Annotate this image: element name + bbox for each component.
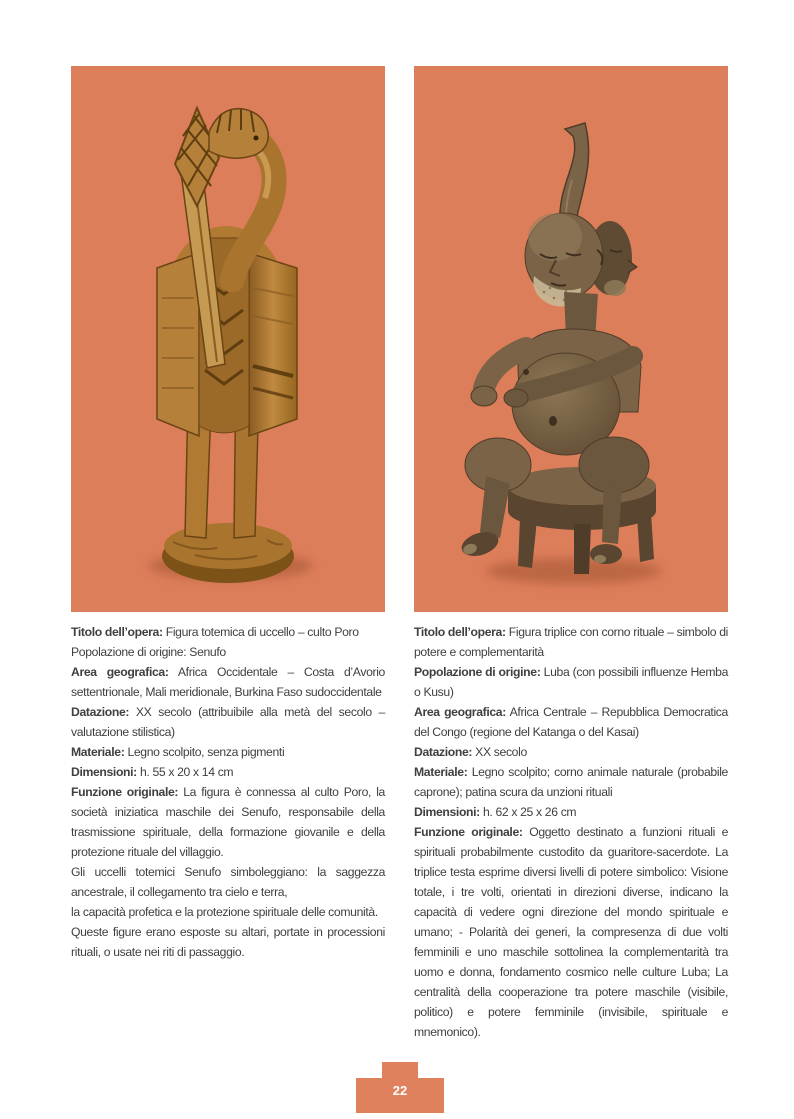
page-number-tab-body (356, 1078, 444, 1113)
field-text: Figura totemica di uccello – culto Poro (165, 625, 359, 639)
field-area-geografica (71, 662, 385, 702)
field-datazione (71, 702, 385, 742)
page-number-tab (356, 1062, 444, 1113)
field-titolo (414, 622, 728, 662)
field-materiale (71, 742, 385, 762)
page-number-tab-nub (382, 1062, 418, 1078)
field-titolo (71, 622, 385, 642)
field-text: Africa Centrale – Repubblica Democratica del Congo (regione del Katanga o del Kasai) (414, 705, 728, 739)
field-text: Queste figure erano esposte su altari, portate in processioni rituali, o usate nei riti di passaggio. (71, 925, 385, 959)
paragraph-note (71, 922, 385, 962)
field-popolazione (71, 642, 385, 662)
description-column-left (71, 622, 385, 962)
field-label: Materiale: (414, 765, 468, 779)
field-label: Area geografica: (71, 665, 169, 679)
field-funzione-originale (71, 782, 385, 862)
field-label: Materiale: (71, 745, 125, 759)
senufo-bird-totem-photo (71, 66, 385, 612)
field-label: Funzione originale: (71, 785, 179, 799)
field-funzione-originale (414, 822, 728, 1042)
field-dimensioni (71, 762, 385, 782)
field-label: Dimensioni: (414, 805, 480, 819)
description-column-right (414, 622, 728, 1042)
field-label: Datazione: (414, 745, 473, 759)
paragraph-note (71, 902, 385, 922)
field-text: La figura è connessa al culto Poro, la società iniziatica maschile dei Senufo, responsabile della trasmissione spirituale, della formazione giovanile e della protezione rituale del villaggio. (71, 785, 385, 859)
field-label: Datazione: (71, 705, 130, 719)
field-text: Africa Occidentale – Costa d’Avorio settentrionale, Mali meridionale, Burkina Faso sudoccidentale (71, 665, 385, 699)
artwork-panel-left (71, 66, 385, 612)
field-text: Luba (con possibili influenze Hemba o Kusu) (414, 665, 729, 699)
field-text: Figura triplice con corno rituale – simbolo di potere e complementarità (414, 625, 728, 659)
field-materiale (414, 762, 728, 802)
field-text: Legno scolpito; corno animale naturale (probabile caprone); patina scura da unzioni rituali (414, 765, 728, 799)
field-popolazione (414, 662, 728, 702)
field-datazione (414, 742, 728, 762)
field-text: la capacità profetica e la protezione spirituale delle comunità. (71, 905, 378, 919)
page-number: 22 (392, 1083, 408, 1098)
luba-triple-figure-photo (414, 66, 728, 612)
field-label: Area geografica: (414, 705, 506, 719)
artwork-panel-right (414, 66, 728, 612)
field-label: Popolazione di origine: (414, 665, 541, 679)
field-label: Dimensioni: (71, 765, 137, 779)
field-text: h. 55 x 20 x 14 cm (139, 765, 234, 779)
field-label: Titolo dell’opera: (414, 625, 506, 639)
field-area-geografica (414, 702, 728, 742)
field-text: Gli uccelli totemici Senufo simboleggiano: la saggezza ancestrale, il collegamento tra cielo e terra, (71, 865, 385, 899)
field-text: h. 62 x 25 x 26 cm (482, 805, 577, 819)
field-text: Legno scolpito, senza pigmenti (127, 745, 285, 759)
paragraph-note (71, 862, 385, 902)
field-text: Oggetto destinato a funzioni rituali e spirituali probabilmente custodito da guaritore-sacerdote. La triplice testa esprime diversi livelli di potere simbolico: Visione totale, i tre volti, orientati in direzioni diverse, indicano la capacità di vedere ogni direzione del mondo spirituale e umano; - Polarità dei generi, la compresenza di due volti femminili e uno maschile sottolinea la complementarità tra uomo e donna, fondamento cosmico nelle culture Luba; La centralità della cooperazione tra potere maschile (visibile, politico) e potere femminile (invisibile, spirituale e mnemonico). (414, 825, 728, 1039)
field-text: Popolazione di origine: Senufo (71, 645, 226, 659)
field-label: Titolo dell’opera: (71, 625, 163, 639)
field-text: XX secolo (attribuibile alla metà del secolo – valutazione stilistica) (71, 705, 385, 739)
field-text: XX secolo (475, 745, 527, 759)
field-label: Funzione originale: (414, 825, 523, 839)
field-dimensioni (414, 802, 728, 822)
